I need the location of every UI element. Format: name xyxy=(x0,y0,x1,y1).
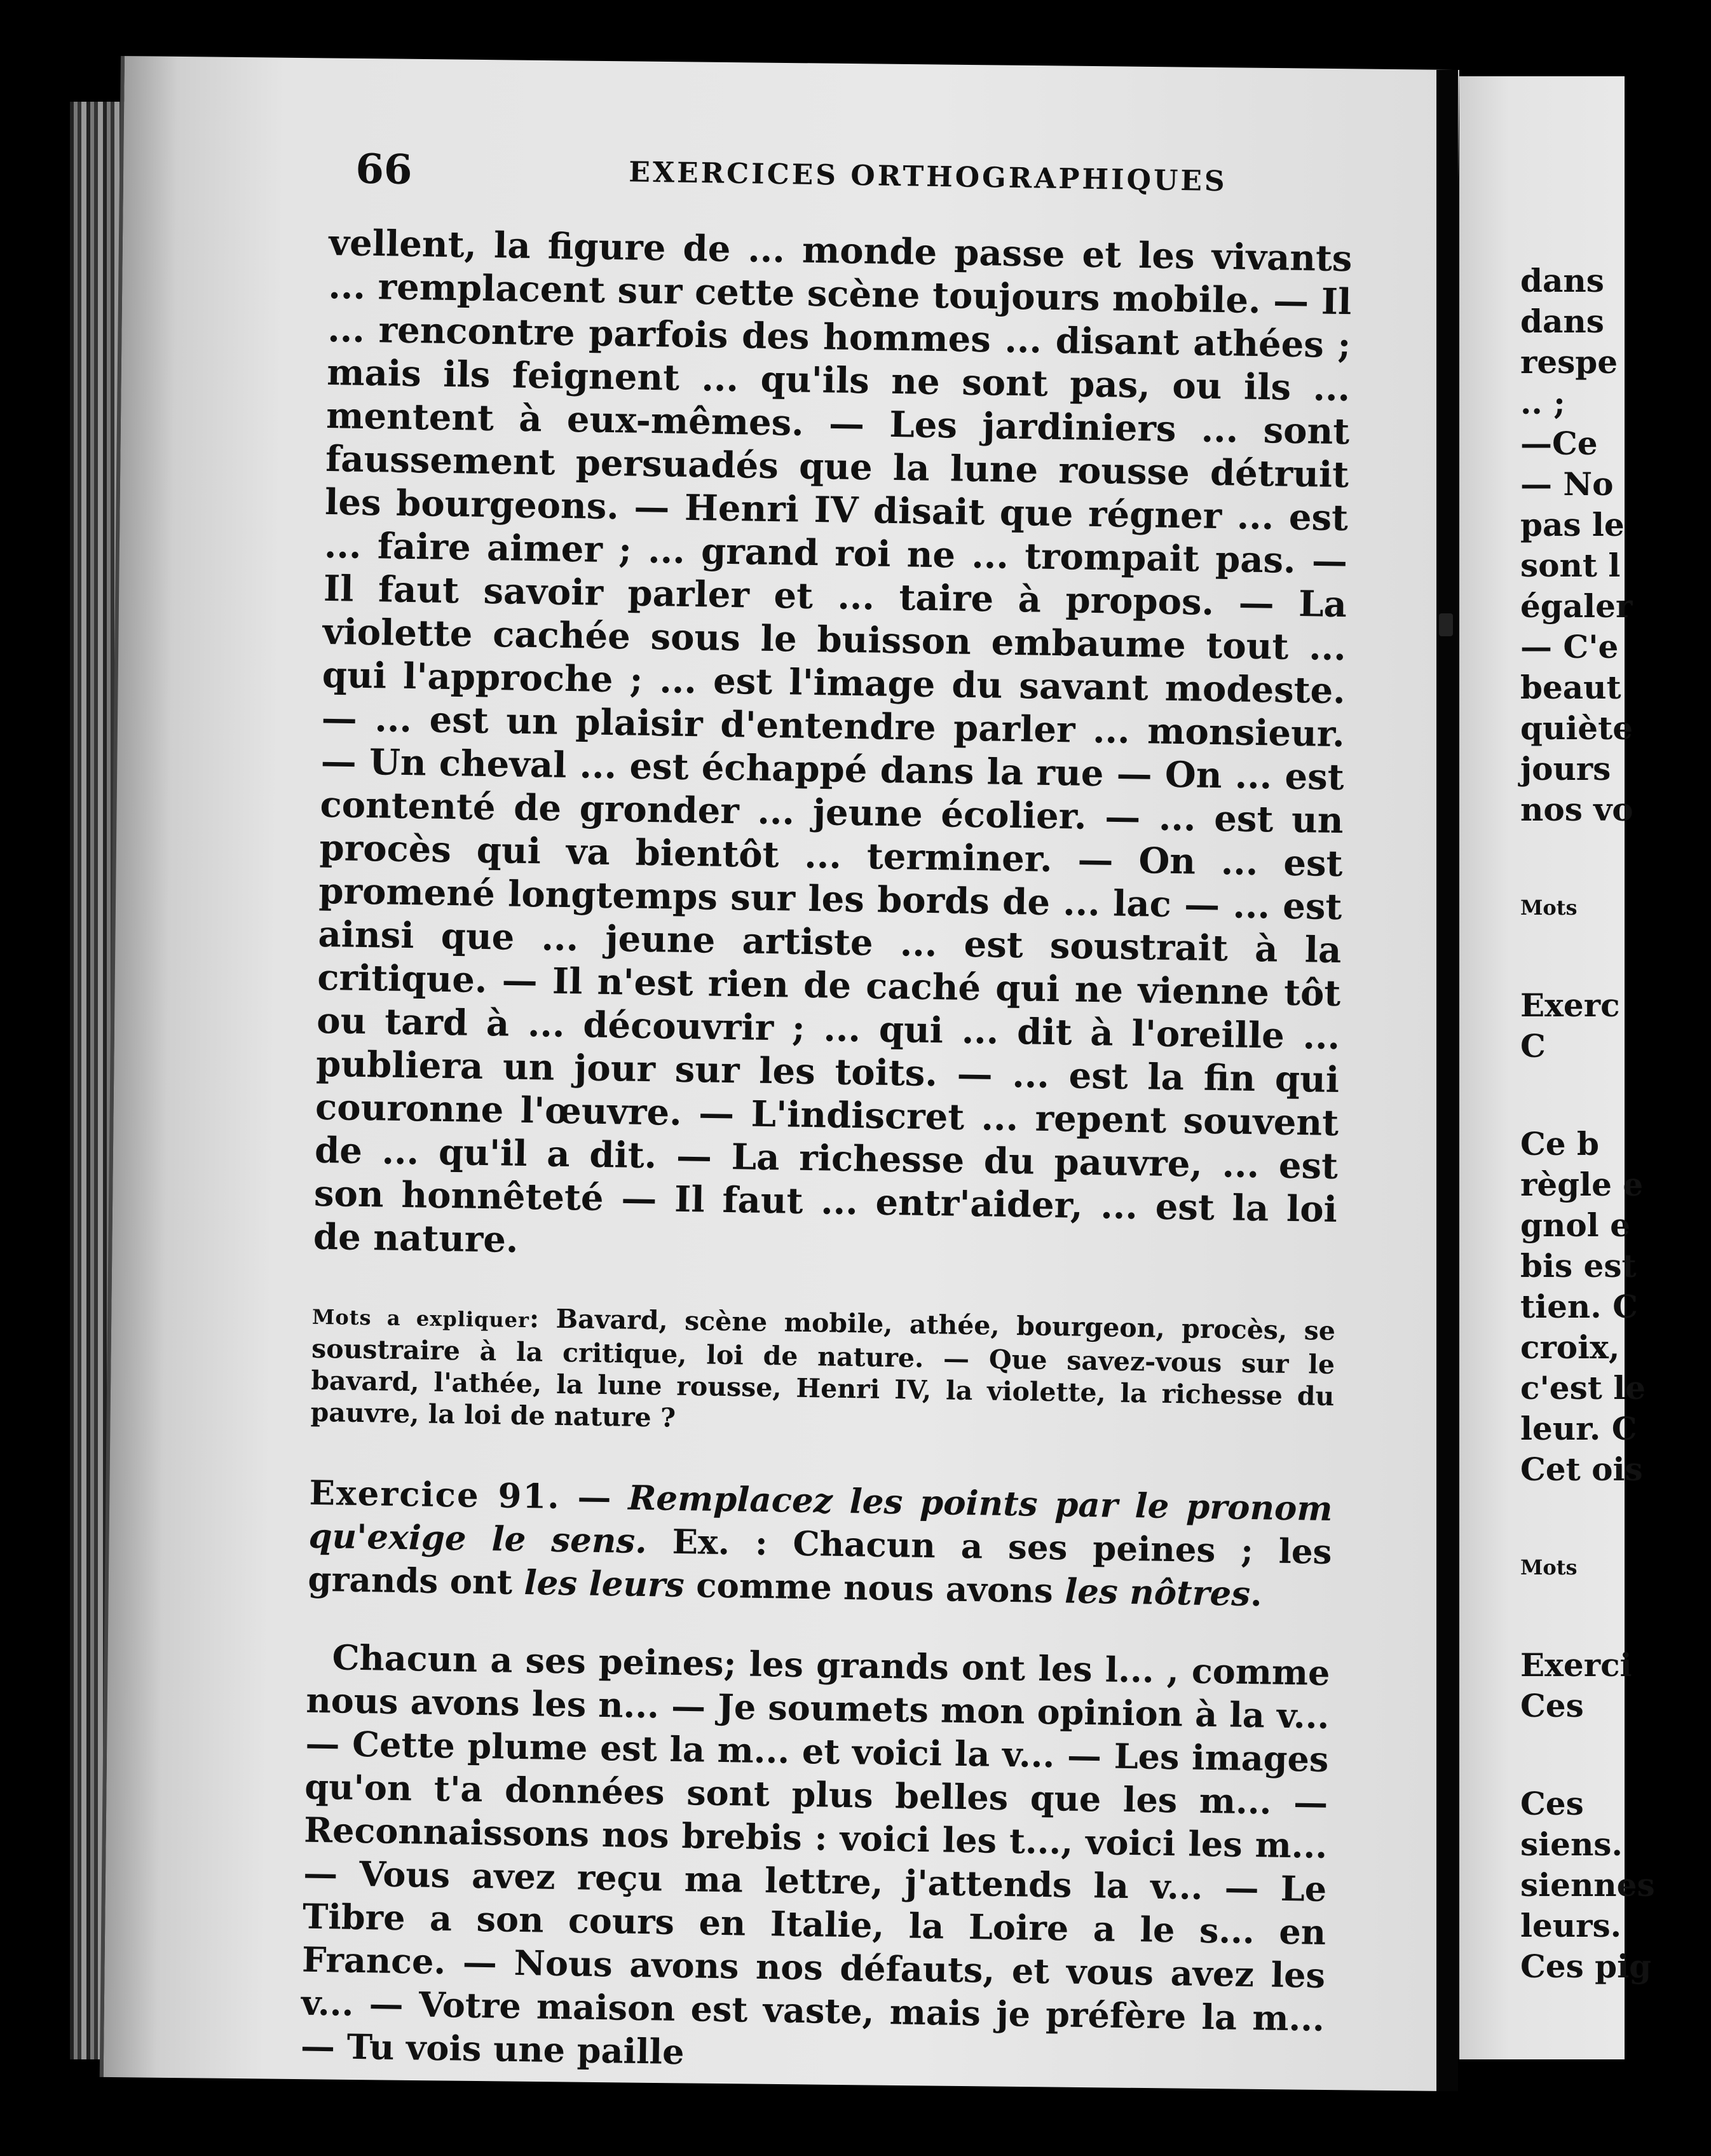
right-line: c'est le xyxy=(1520,1369,1646,1407)
right-line: respe xyxy=(1520,343,1618,381)
right-line: Ce b xyxy=(1520,1125,1599,1163)
right-line: gnol e xyxy=(1520,1206,1630,1244)
right-line: —Ce xyxy=(1520,425,1598,462)
right-line: Ces xyxy=(1520,1687,1584,1724)
right-page xyxy=(1459,76,1655,2059)
heading-dash: — xyxy=(560,1477,629,1518)
example-text: Chacun a ses peines ; les grands ont xyxy=(308,1524,1332,1603)
example-text: comme nous avons xyxy=(684,1566,1065,1611)
example-end: . xyxy=(1250,1574,1263,1614)
gutter-mark xyxy=(1439,613,1453,636)
example-label: Ex. : xyxy=(646,1522,793,1564)
right-line: quiète xyxy=(1520,709,1633,747)
exercise-91-heading xyxy=(308,1471,1333,1617)
right-line: dans xyxy=(1520,303,1604,340)
right-line: bis est xyxy=(1520,1247,1637,1285)
right-line: — C'e xyxy=(1520,628,1619,665)
right-line: siens. xyxy=(1520,1825,1623,1863)
right-line: Mots xyxy=(1520,896,1578,920)
right-line: tien. C xyxy=(1520,1288,1638,1325)
page-number: 66 xyxy=(355,145,413,194)
exercise-91-instruction: Remplacez les points par le pronom qu'exige le sens. xyxy=(308,1478,1333,1562)
right-line: égaler xyxy=(1520,587,1633,625)
right-line: règle e xyxy=(1520,1166,1644,1203)
running-head xyxy=(329,145,1354,237)
right-line: croix, xyxy=(1520,1328,1620,1366)
exercise-90-text: vellent, la figure de ... monde passe et les vivants ... remplacent sur cette scène toujours mobile. — Il ... rencontre parfois des hommes ... disant athées ; mais ils feignent ... qu'ils ne sont pas, ou ils ... mentent à eux-mêmes. — Les jardiniers ... sont faussement persuadés que la lune rousse détruit les bourgeons. — Henri IV disait que régner ... est ... faire aimer ; ... grand roi ne ... trompait pas. — Il faut savoir parler et ... taire à propos. — La violette cachée sous le buisson embaume tout ... qui l'approche ; ... est l'image du savant modeste. — ... est un plaisir d'entendre parler ... monsieur. — Un cheval ... est échappé dans la rue — On ... est contenté de gronder ... jeune écolier. — ... est un procès qui va bientôt ... terminer. — On ... est promené longtemps sur les bords de ... lac — ... est ainsi que ... jeune artiste ... est soustrait à la critique. — Il n'est rien de caché qui ne vienne tôt ou tard à ... découvrir ; ... qui ... dit à l'oreille ... publiera un jour sur les toits. — ... est la fin qui couronne l'œuvre. — L'indiscret ... repent souvent de ... qu'il a dit. — La richesse du pauvre, ... est son honnêteté — Il faut ... entr'aider, ... est la loi de nature. xyxy=(313,221,1353,1261)
right-line: beaut xyxy=(1520,669,1621,706)
running-title: EXERCICES ORTHOGRAPHIQUES xyxy=(628,156,1227,198)
example-emphasis: les leurs xyxy=(524,1563,685,1606)
exercise-91-text: Chacun a ses peines; les grands ont les l... , comme nous avons les n... — Je soumets mon opinion à la v... — Cette plume est la m... et voici la v... — Les images qu'on t'a données sont plus belles que les m... — Reconnaissons nos brebis : voici les t..., voici les m... — Vous avez reçu ma lettre, j'attends la v... — Le Tibre a son cours en Italie, la Loire a le s... en France. — Nous avons nos défauts, et vous avez les v... — Votre maison est vaste, mais je préfère la m... — Tu vois une paille xyxy=(300,1637,1330,2073)
right-line: nos vo xyxy=(1520,791,1633,828)
exercise-91-title: Exercice 91. xyxy=(309,1473,561,1517)
right-line: Mots xyxy=(1520,1555,1578,1579)
right-line: — No xyxy=(1520,465,1614,503)
words-to-explain-text: : Bavard, scène mobile, athée, bourgeon, procès, se soustraire à la critique, loi de nature. — Que savez-vous sur le bavard, l'athée, la lune rousse, Henri IV, la violette, la richesse du pauvre, la loi de nature ? xyxy=(310,1303,1336,1433)
example-emphasis: les nôtres xyxy=(1064,1571,1251,1614)
words-to-explain-label: Mots a expliquer xyxy=(311,1304,530,1333)
page-content xyxy=(300,145,1353,2084)
book-gutter xyxy=(1436,70,1458,2091)
right-line: siennes xyxy=(1520,1866,1655,1904)
right-line: pas le xyxy=(1520,506,1625,543)
right-line: Ces pig xyxy=(1520,1948,1652,1985)
right-line: leurs. xyxy=(1520,1907,1622,1944)
right-page-text xyxy=(1520,261,1711,1987)
right-line: leur. C xyxy=(1520,1410,1637,1447)
right-line: Cet ois xyxy=(1520,1450,1643,1488)
words-to-explain xyxy=(310,1299,1335,1444)
right-line: Exerc xyxy=(1520,986,1620,1024)
right-line: sont l xyxy=(1520,547,1621,584)
right-line: jours xyxy=(1520,750,1611,788)
right-line: dans xyxy=(1520,262,1604,299)
right-line: C xyxy=(1520,1027,1546,1065)
right-line: .. ; xyxy=(1520,384,1565,421)
right-line: Ces xyxy=(1520,1785,1584,1822)
right-line: Exerci xyxy=(1520,1646,1632,1684)
